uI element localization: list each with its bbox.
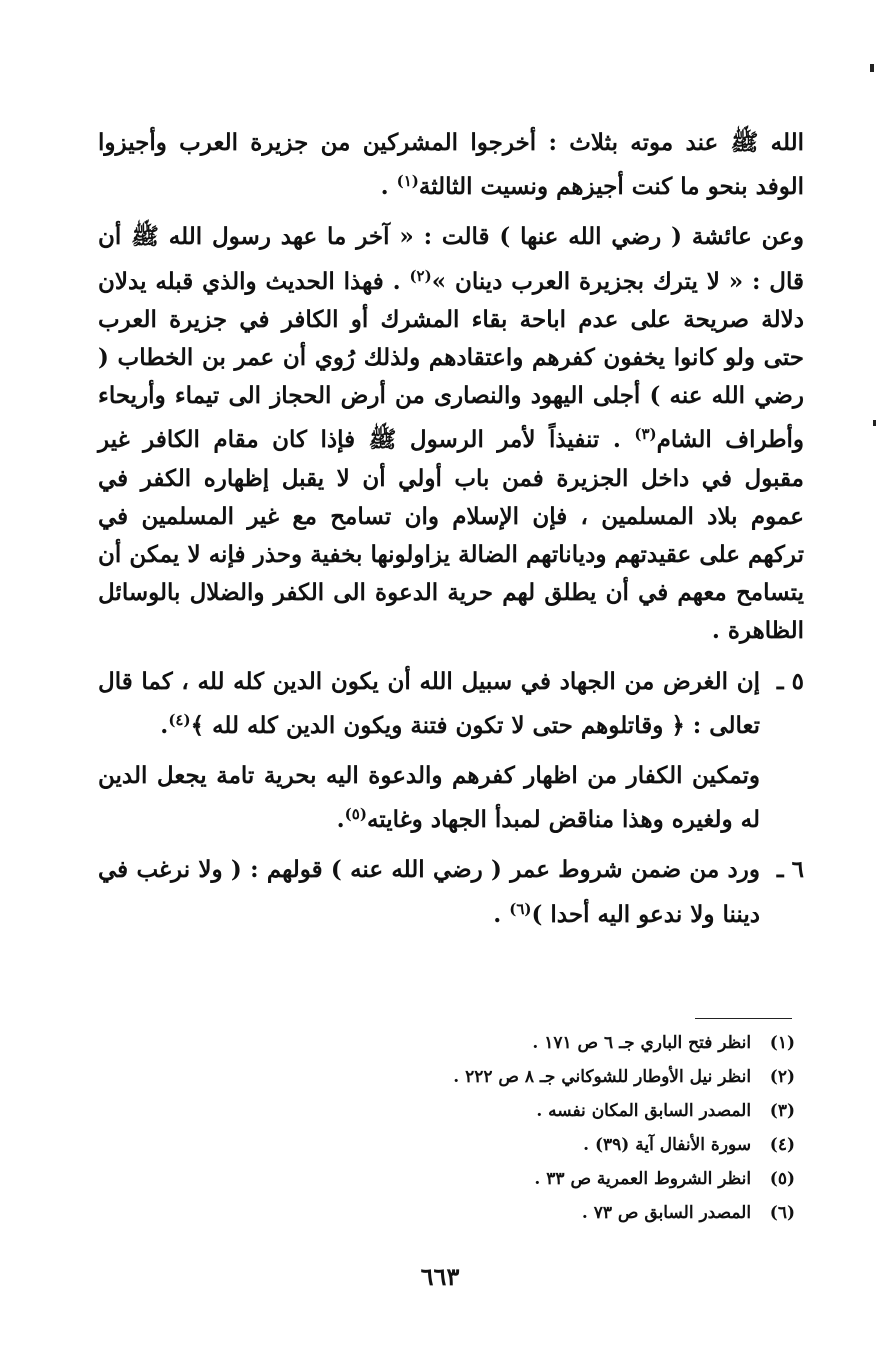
paragraph-2: وعن عائشة ( رضي الله عنها ) قالت : « آخر ما عهد رسول الله ﷺ أن قال : « لا يترك بجزيرة العرب دينان »$^{(٢)}$ . فهذا الحديث والذي قبله يدلان دلالة صريحة على عدم اباحة بقاء المشرك أو الكافر في جزيرة العرب حتى ولو كانوا يخفون كفرهم واعتقادهم ولذلك رُوي أن عمر بن الخطاب ( رضي الله عنه ) أجلى اليهود والنصارى من أرض الحجاز الى تيماء وأريحاء وأطراف الشام$^{(٣)}$ . تنفيذاً لأمر الرسول ﷺ فإذا كان مقام الكافر غير مقبول في داخل الجزيرة فمن باب أولي أن لا يقبل إظهاره الكفر في عموم بلاد المسلمين ، فإن الإسلام وان تسامح مع غير المسلمين في تركهم على عقيدتهم ودياناتهم الضالة يزاولونها بخفية وحذر فإنه لا يمكن أن يتسامح معهم في أن يطلق لهم حرية الدعوة الى الكفر والضلال بالوسائل الظاهرة . bbox=[98, 223, 804, 645]
footnote-ref: (١) bbox=[396, 172, 419, 191]
numbered-item-6: ٦ ـ ورد من ضمن شروط عمر ( رضي الله عنه ) قولهم : ( ولا نرغب في ديننا ولا ندعو اليه أحدا )$^{(٦)}$ . bbox=[98, 851, 804, 933]
footnote: (٢) انظر نيل الأوطار للشوكاني جـ ٨ ص ٢٢٢ . bbox=[453, 1067, 795, 1087]
footnote: (١) انظر فتح الباري جـ ٦ ص ١٧١ . bbox=[532, 1033, 795, 1053]
footnote-ref: (٤) bbox=[168, 710, 191, 729]
paragraph-1: الله ﷺ عند موته بثلاث : أخرجوا المشركين من جزيرة العرب وأجيزوا الوفد بنحو ما كنت أجيزهم ونسيت الثالثة$^{(١)}$ . bbox=[98, 129, 804, 201]
footnote-ref: (٢) bbox=[409, 266, 432, 285]
paragraph-3: وتمكين الكفار من اظهار كفرهم والدعوة اليه بحرية تامة يجعل الدين له ولغيره وهذا مناقض لمبدأ الجهاد وغايته$^{(٥)}$. bbox=[98, 762, 760, 834]
footnote-ref: (٥) bbox=[344, 805, 367, 824]
footnote-divider bbox=[695, 1018, 792, 1019]
numbered-item-5: ٥ ـ إن الغرض من الجهاد في سبيل الله أن يكون الدين كله لله ، كما قال تعالى : ﴿ وقاتلوهم حتى لا تكون فتنة ويكون الدين كله لله ﴾$^{(٤)}$. bbox=[98, 663, 804, 745]
footnote: (٤) سورة الأنفال آية (٣٩) . bbox=[583, 1135, 795, 1155]
item-number: ٥ ـ bbox=[776, 667, 804, 695]
footnotes bbox=[300, 1026, 795, 1230]
edge-mark bbox=[873, 420, 876, 426]
footnote: (٥) انظر الشروط العمرية ص ٣٣ . bbox=[534, 1169, 795, 1189]
page-number: ٦٦٣ bbox=[420, 1262, 460, 1291]
body-text bbox=[98, 124, 804, 934]
item-number: ٦ ـ bbox=[776, 856, 804, 884]
footnote-ref: (٦) bbox=[509, 899, 532, 918]
edge-mark bbox=[870, 64, 874, 72]
footnote: (٦) المصدر السابق ص ٧٣ . bbox=[581, 1203, 795, 1223]
footnote-ref: (٣) bbox=[634, 425, 657, 444]
footnote: (٣) المصدر السابق المكان نفسه . bbox=[536, 1101, 795, 1121]
